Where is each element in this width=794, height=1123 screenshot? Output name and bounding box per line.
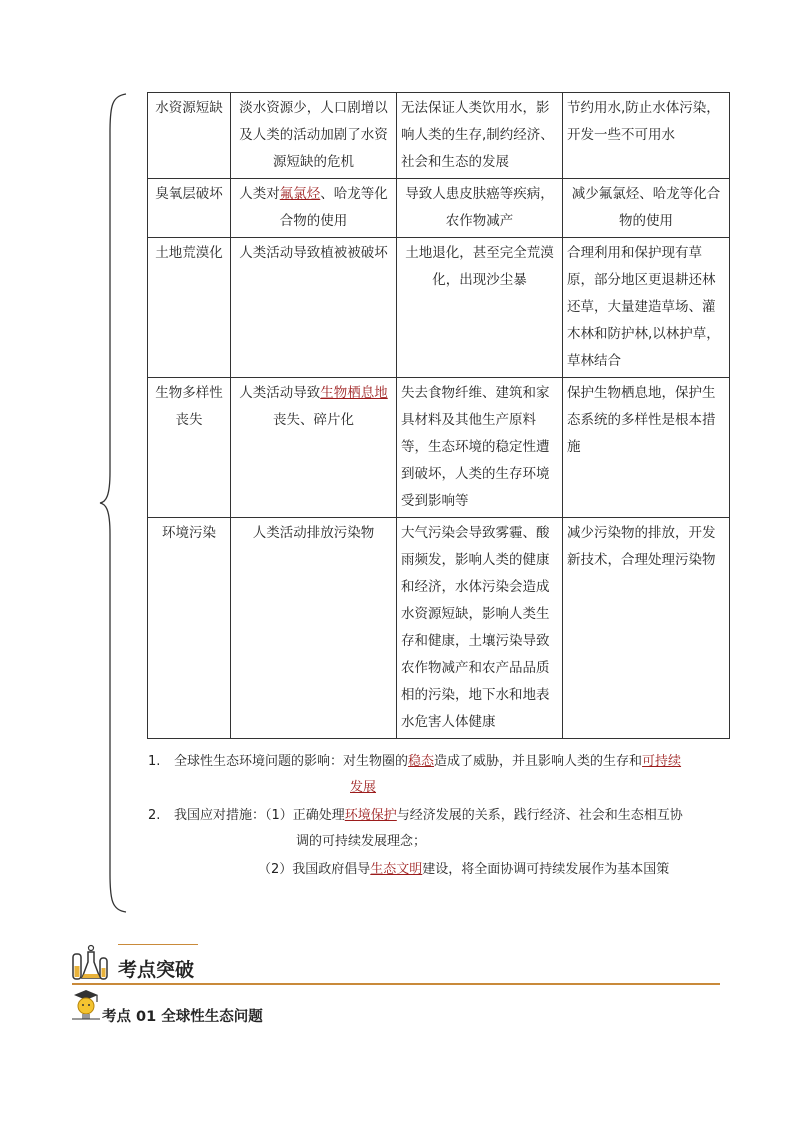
problem-name-cell: 生物多样性丧失 <box>148 378 231 518</box>
table-row <box>148 518 730 739</box>
table-row <box>148 93 730 179</box>
problem-name-cell: 水资源短缺 <box>148 93 231 179</box>
table-cell: 无法保证人类饮用水，影响人类的生存,制约经济、社会和生态的发展 <box>397 93 563 179</box>
table-cell: 人类活动排放污染物 <box>231 518 397 739</box>
section-top-rule <box>118 944 198 945</box>
table-cell: 减少污染物的排放，开发新技术，合理处理污染物 <box>563 518 730 739</box>
table-cell: 失去食物纤维、建筑和家具材料及其他生产原料等，生态环境的稳定性遭到破坏，人类的生存环境受到影响等 <box>397 378 563 518</box>
problem-name-cell: 环境污染 <box>148 518 231 739</box>
table-cell: 保护生物栖息地，保护生态系统的多样性是根本措施 <box>563 378 730 518</box>
section-rule <box>72 983 720 985</box>
eco-problem-table <box>147 92 730 739</box>
lightbulb-graduate-icon <box>70 987 102 1021</box>
table-row <box>148 179 730 238</box>
topic-heading: 考点 01 全球性生态问题 <box>102 1009 263 1025</box>
table-cell: 淡水资源少，人口剧增以及人类的活动加剧了水资源短缺的危机 <box>231 93 397 179</box>
flask-icon <box>70 944 110 982</box>
table-cell: 节约用水,防止水体污染，开发一些不可用水 <box>563 93 730 179</box>
table-cell: 导致人患皮肤癌等疾病，农作物减产 <box>397 179 563 238</box>
section-title: 考点突破 <box>118 959 195 981</box>
note-2: 2. 我国应对措施：（1）正确处理环境保护与经济发展的关系，践行经济、社会和生态相互协 调的可持续发展理念； <box>148 808 683 849</box>
table-cell: 大气污染会导致雾霾、酸雨频发，影响人类的健康和经济，水体污染会造成水资源短缺，影响人类生存和健康，土壤污染导致农作物减产和农产品品质相的污染，地下水和地表水危害人体健康 <box>397 518 563 739</box>
table-cell: 合理利用和保护现有草原，部分地区更退耕还林还草，大量建造草场、灌木林和防护林,以林护草，草林结合 <box>563 238 730 378</box>
table-row <box>148 238 730 378</box>
note-1: 1. 全球性生态环境问题的影响：对生物圈的稳态造成了威胁，并且影响人类的生存和可持续 发展 <box>148 754 682 795</box>
problem-name-cell: 土地荒漠化 <box>148 238 231 378</box>
table-cell: 土地退化，甚至完全荒漠化，出现沙尘暴 <box>397 238 563 378</box>
table-cell: 减少氟氯烃、哈龙等化合物的使用 <box>563 179 730 238</box>
table-row <box>148 378 730 518</box>
left-brace <box>96 92 130 914</box>
problem-name-cell: 臭氧层破坏 <box>148 179 231 238</box>
note-3: （2）我国政府倡导生态文明建设，将全面协调可持续发展作为基本国策 <box>258 862 670 877</box>
table-cell: 人类活动导致植被被破坏 <box>231 238 397 378</box>
table-cell: 人类对氟氯烃、哈龙等化合物的使用 <box>231 179 397 238</box>
notes <box>148 749 728 883</box>
table-cell: 人类活动导致生物栖息地丧失、碎片化 <box>231 378 397 518</box>
